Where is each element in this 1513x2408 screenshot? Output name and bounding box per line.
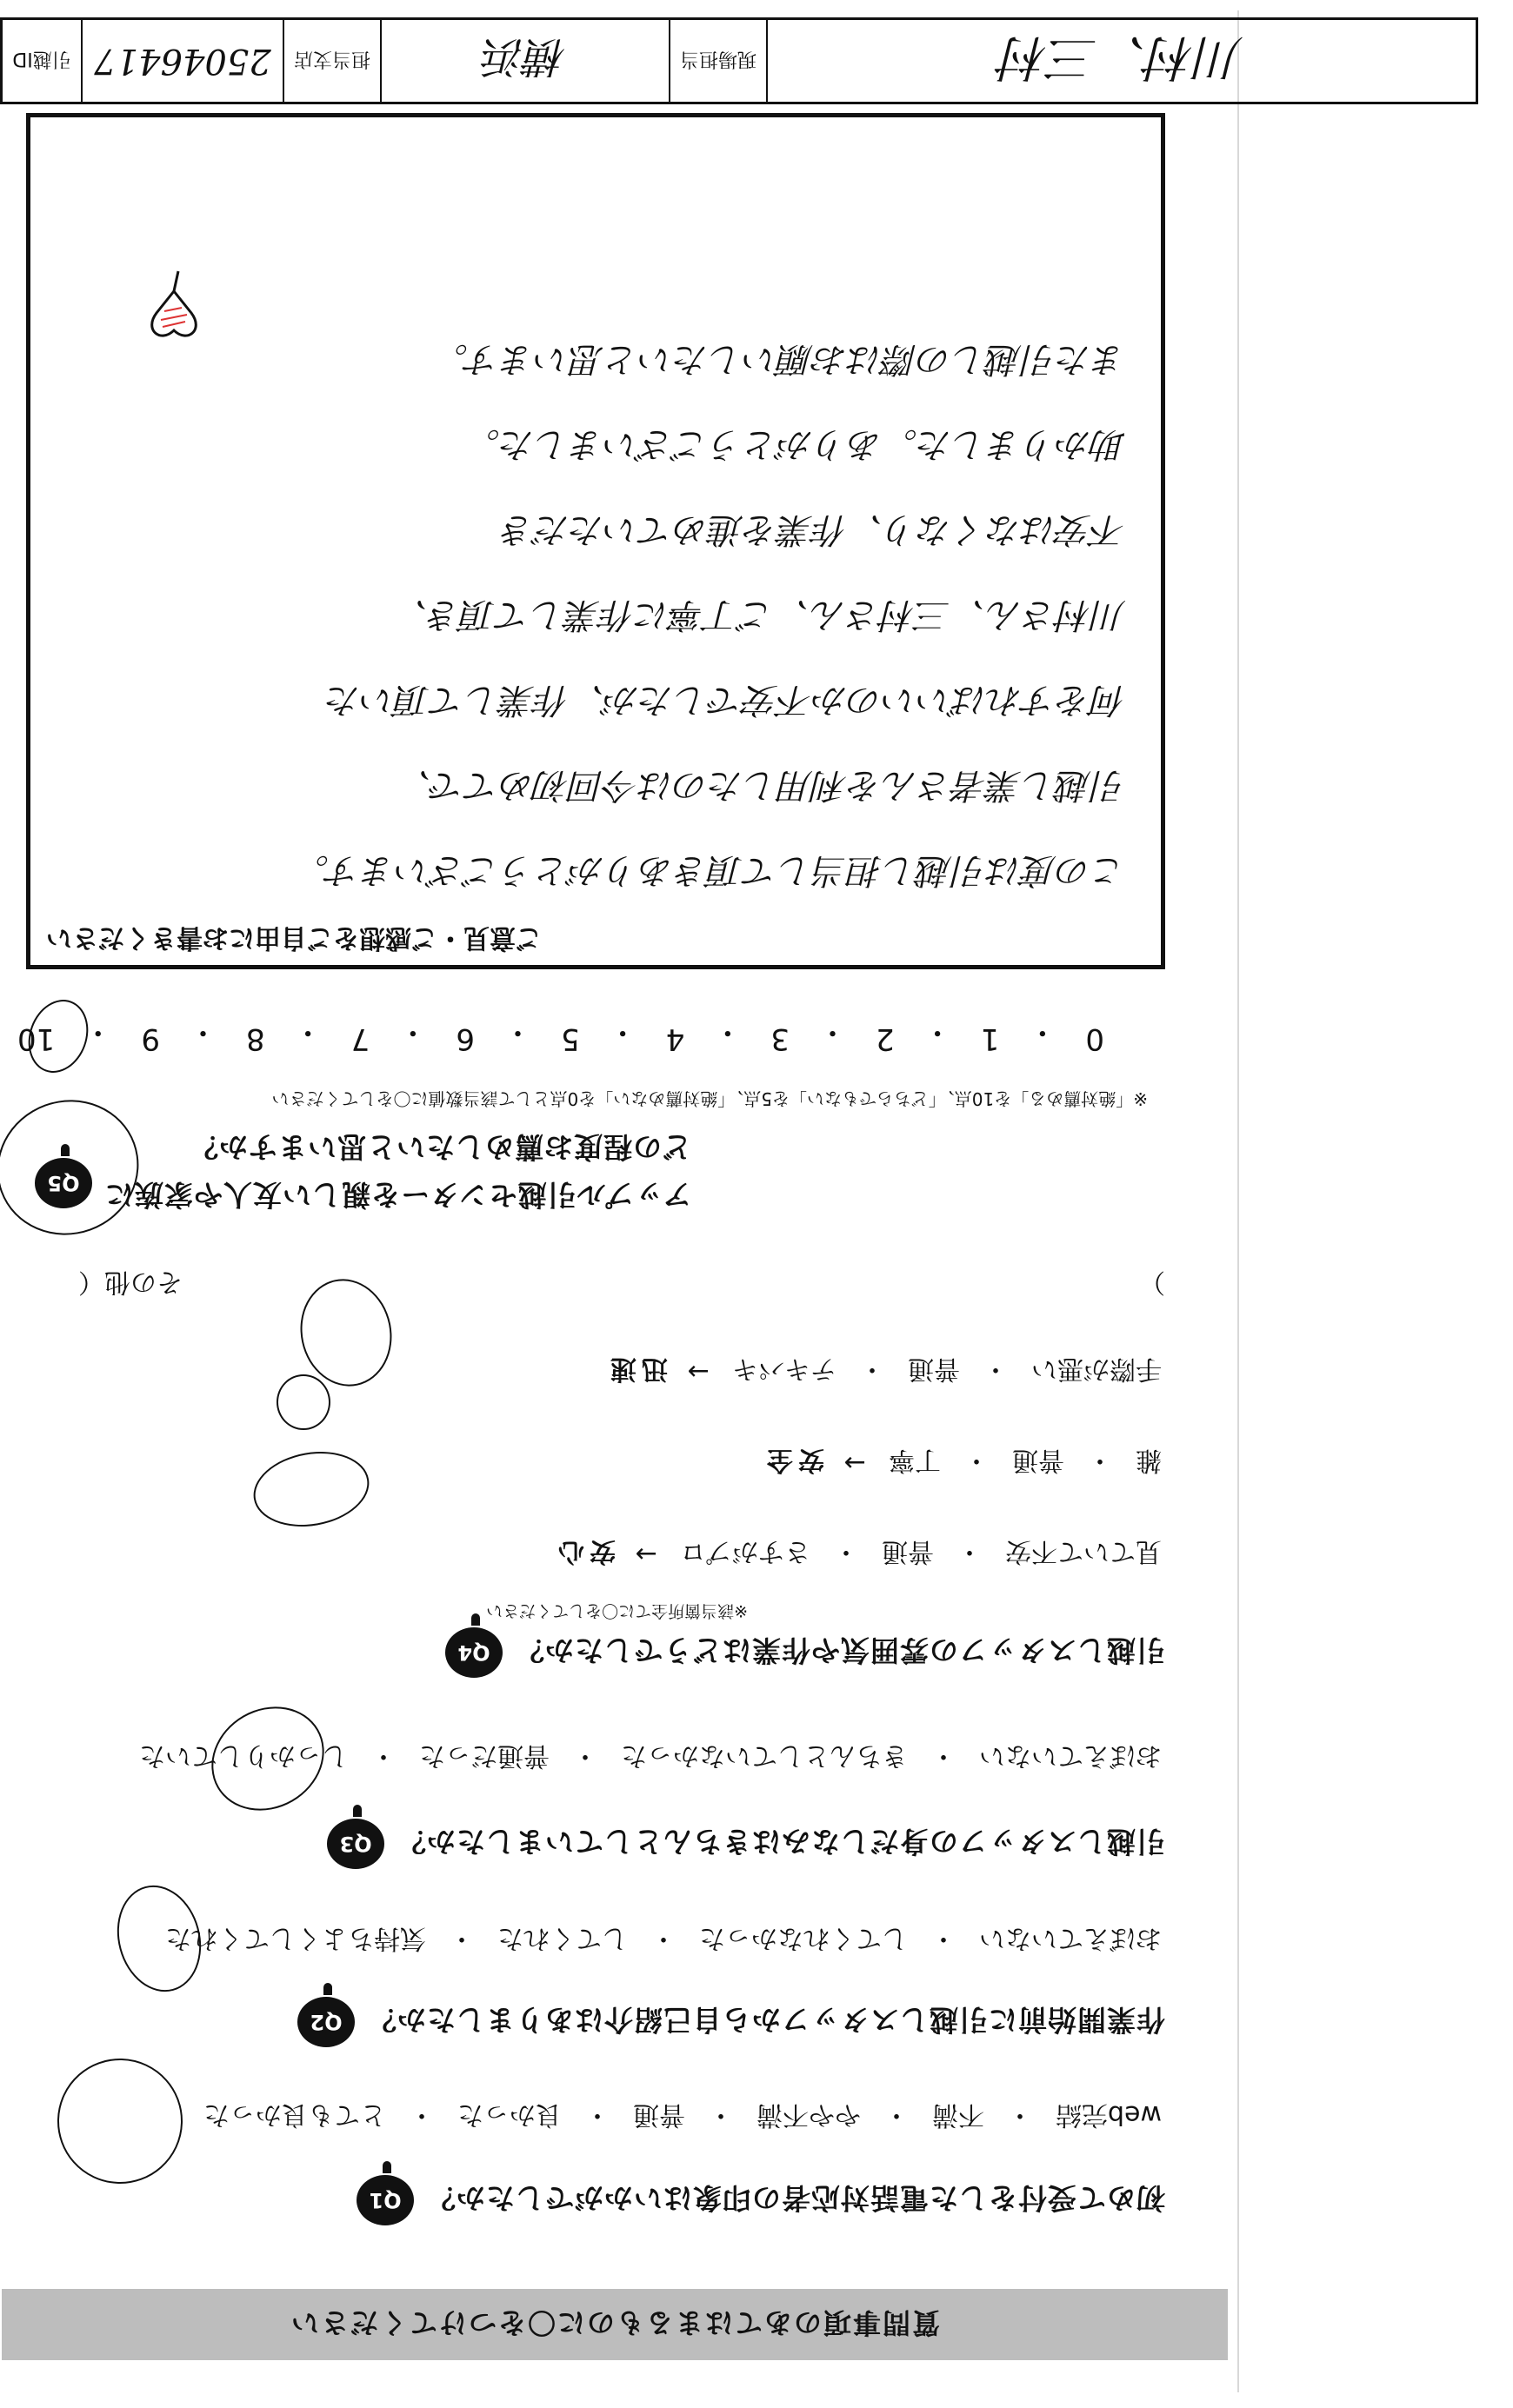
q4-row-label: 安全 xyxy=(762,1445,824,1475)
q3-option[interactable]: しっかりしていた xyxy=(139,1740,348,1771)
scale-value[interactable]: 3 xyxy=(770,1021,790,1056)
leader-value: 川村、三村 xyxy=(1000,29,1243,85)
q3-text: 引越しスタッフの身だしなみはきちんとしていましたか？ xyxy=(397,1825,1165,1859)
q5-text-block xyxy=(104,1128,691,1217)
scale-value[interactable]: 7 xyxy=(350,1021,370,1056)
q2-option[interactable]: してくれた xyxy=(497,1923,628,1953)
q5-scale: 10 ・ 9 ・ 8 ・ 7 ・ 6 ・ 5 ・ 4 ・ 3 ・ 2 ・ 1 ・ 0 xyxy=(17,1014,1104,1056)
leader-value-cell xyxy=(768,20,1476,102)
q5-text-line1: アップル引越センターを親しい友人や家族に xyxy=(104,1178,692,1212)
q2-options: 気持ちよくしてくれた ・ してくれた ・ してくれなかった ・ おぼえていない xyxy=(162,1922,1165,1960)
q1-option[interactable]: 良かった xyxy=(457,2099,562,2130)
q1-options: とても良かった ・ 良かった ・ 普通 ・ やや不満 ・ 不満 ・ web完結 xyxy=(200,2099,1165,2137)
arrow-right-icon: → xyxy=(687,1356,710,1387)
q3-option[interactable]: きちんとしていなかった xyxy=(621,1740,908,1771)
q1-option[interactable]: やや不満 xyxy=(756,2099,861,2130)
leader-label: 現場担当 xyxy=(680,48,757,70)
q2-text: 作業開始前に引越しスタッフから自己紹介はありましたか？ xyxy=(367,2003,1165,2038)
branch-label: 担当支店 xyxy=(294,48,371,70)
id-value: 25046417 xyxy=(94,41,271,81)
comment-line: この度は引越し担当して頂きありがとうございます。 xyxy=(294,850,1126,890)
q3-option[interactable]: おぼえていない xyxy=(979,1740,1162,1771)
scale-value[interactable]: 8 xyxy=(245,1021,265,1056)
q3-badge: Q3 xyxy=(327,1819,384,1869)
q4-row-anshin: 安心 → さすがプロ ・ 普通 ・ 見ていて不安 xyxy=(544,1535,1165,1573)
comment-line: 引越し業者さんを利用したのは今回初めてで、 xyxy=(396,765,1126,805)
q4-option[interactable]: 丁寧 xyxy=(889,1445,941,1475)
scale-value[interactable]: 10 xyxy=(17,1021,56,1056)
question-1-header xyxy=(357,2175,1165,2225)
q5-badge: Q5 xyxy=(35,1158,92,1208)
q4-option[interactable]: 普通 xyxy=(882,1536,934,1567)
paper-edge xyxy=(1237,10,1239,2392)
q5-note: ※「絶対薦める」を10点、「どちらでもない」を5点、「絶対薦めない」を0点として該当数値に〇をしてください xyxy=(271,1088,1148,1109)
q1-option[interactable]: 不満 xyxy=(931,2099,984,2130)
q2-answer-circle xyxy=(106,1876,213,2001)
instruction-banner-text: 質問事項のあてはまるものに〇をつけてください xyxy=(290,2306,941,2339)
q4-answer-circle xyxy=(248,1443,376,1535)
question-4-header xyxy=(445,1627,1165,1678)
q3-answer-circle xyxy=(192,1686,343,1831)
q4-option[interactable]: テキパキ xyxy=(732,1354,836,1384)
scale-value[interactable]: 0 xyxy=(1085,1021,1104,1056)
id-value-cell xyxy=(83,20,284,102)
q4-option[interactable]: 見ていて不安 xyxy=(1005,1536,1162,1567)
scale-value[interactable]: 2 xyxy=(876,1021,895,1056)
scale-value[interactable]: 9 xyxy=(141,1021,160,1056)
q4-option[interactable]: 手際が悪い xyxy=(1031,1354,1162,1384)
q4-badge: Q4 xyxy=(445,1627,503,1678)
id-label-cell xyxy=(3,20,83,102)
q4-text: 引越しスタッフの雰囲気や作業はどうでしたか？ xyxy=(515,1633,1165,1668)
question-3-header xyxy=(327,1819,1165,1869)
branch-label-cell xyxy=(284,20,382,102)
q4-other-close: ） xyxy=(1139,1267,1165,1297)
q2-badge: Q2 xyxy=(297,1997,355,2047)
scale-value[interactable]: 1 xyxy=(980,1021,1000,1056)
comment-line: 川村さん、三村さん、ご丁寧に作業して頂き、 xyxy=(392,595,1126,635)
q1-option[interactable]: とても良かった xyxy=(203,2099,386,2130)
comment-line: 何をすればいいのか不安でしたが、作業して頂いた xyxy=(326,680,1126,720)
q2-option[interactable]: 気持ちよくしてくれた xyxy=(165,1923,426,1953)
q3-options: しっかりしていた ・ 普通だった ・ きちんとしていなかった ・ おぼえていない xyxy=(136,1739,1165,1778)
question-2-header xyxy=(297,1997,1165,2047)
q4-row-jinsoku: 迅速 → テキパキ ・ 普通 ・ 手際が悪い xyxy=(597,1353,1165,1391)
q2-option[interactable]: おぼえていない xyxy=(979,1923,1162,1953)
q4-row-anzen: 安全 → 丁寧 ・ 普通 ・ 雑 xyxy=(753,1444,1165,1482)
q4-option[interactable]: さすがプロ xyxy=(680,1536,810,1567)
id-label: 引越ID xyxy=(12,48,71,70)
arrow-right-icon: → xyxy=(635,1539,657,1570)
q1-option[interactable]: 普通 xyxy=(632,2099,685,2130)
scale-value[interactable]: 5 xyxy=(561,1021,580,1056)
branch-value-cell xyxy=(382,20,670,102)
q5-text-line2: どの程度お薦めしたいと思いますか？ xyxy=(189,1130,692,1164)
q1-text: 初めて受付をした電話対応者の印象はいかがでしたか？ xyxy=(426,2181,1165,2216)
q5-answer-circle xyxy=(18,991,97,1081)
q4-option[interactable]: 普通 xyxy=(1012,1445,1064,1475)
q4-option[interactable]: 雑 xyxy=(1136,1445,1162,1475)
arrow-right-icon: → xyxy=(843,1447,866,1479)
q1-badge: Q1 xyxy=(357,2175,414,2225)
comment-line: また引越しの際はお願いしたいと思います。 xyxy=(433,339,1126,379)
handwritten-comments xyxy=(65,316,1126,913)
heart-doodle-icon xyxy=(143,269,204,339)
branch-value: 横浜 xyxy=(483,32,568,82)
q5-badge-scribble xyxy=(0,1081,157,1255)
scale-value[interactable]: 6 xyxy=(456,1021,475,1056)
comments-box xyxy=(26,113,1165,969)
q2-option[interactable]: してくれなかった xyxy=(699,1923,908,1953)
comments-heading: ご意見・ご感想をご自由にお書きください xyxy=(46,922,542,953)
scale-value[interactable]: 4 xyxy=(665,1021,685,1056)
q4-other-row xyxy=(78,1266,1165,1304)
q3-option[interactable]: 普通だった xyxy=(419,1740,550,1771)
q4-note: ※該当箇所全てに〇をしてください xyxy=(486,1601,748,1620)
leader-label-cell xyxy=(670,20,768,102)
q4-answer-circle xyxy=(277,1374,330,1430)
q4-row-label: 安心 xyxy=(553,1536,616,1567)
q1-answer-circle xyxy=(40,2041,201,2202)
comment-line: 助かりました。ありがとうございました。 xyxy=(465,424,1126,464)
q4-row-label: 迅速 xyxy=(605,1354,668,1384)
q1-option[interactable]: web完結 xyxy=(1055,2099,1162,2130)
footer-table xyxy=(0,17,1478,104)
instruction-banner xyxy=(2,2289,1228,2360)
q4-option[interactable]: 普通 xyxy=(908,1354,960,1384)
question-5-header xyxy=(35,1128,1165,1217)
comment-line: 不安はなくなり、作業を進めていただき xyxy=(500,509,1126,549)
q4-other-label: その他（ xyxy=(78,1267,183,1297)
